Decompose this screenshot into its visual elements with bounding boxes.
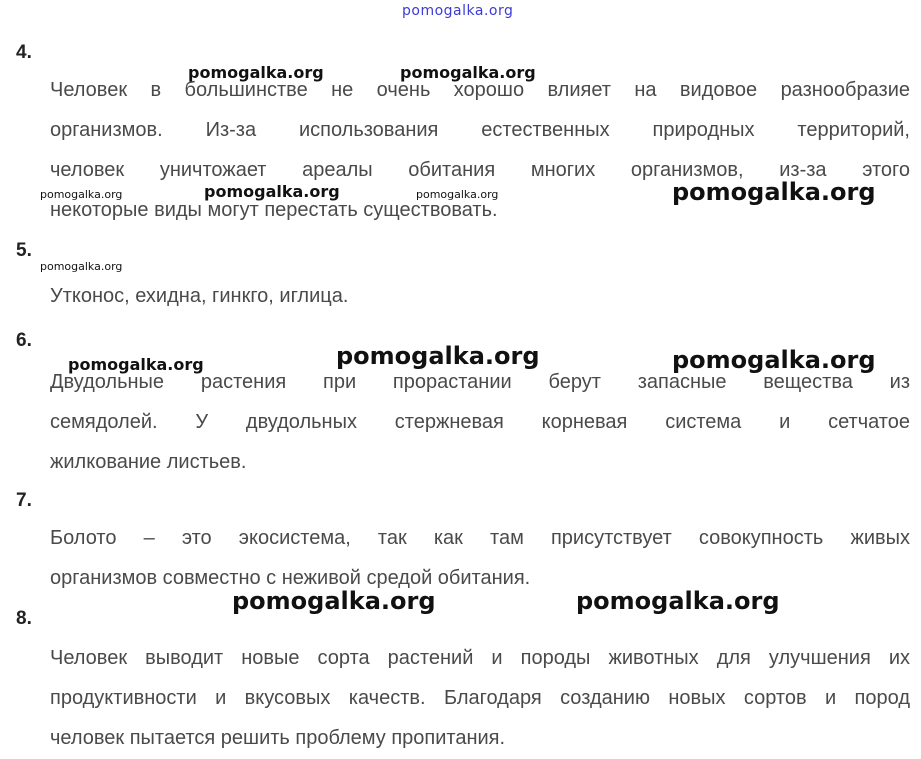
watermark: pomogalka.org [672, 178, 876, 206]
text-line: некоторые виды могут перестать существовать. [50, 199, 498, 221]
item-text-4 [50, 70, 910, 230]
text-line: Человек выводит новые сорта растений и породы животных для улучшения их [50, 647, 910, 669]
text-line: Двудольные растения при прорастании берут запасные вещества из [50, 371, 910, 393]
watermark: pomogalka.org [672, 346, 876, 374]
text-line: Болото – это экосистема, так как там присутствует совокупность живых [50, 527, 910, 549]
watermark: pomogalka.org [336, 342, 540, 370]
item-number-6: 6. [16, 330, 32, 351]
item-text-7 [50, 518, 910, 598]
watermark: pomogalka.org [576, 587, 780, 615]
item-number-4: 4. [16, 42, 32, 63]
text-line: жилкование листьев. [50, 451, 247, 473]
text-line: семядолей. У двудольных стержневая корневая система и сетчатое [50, 411, 910, 433]
item-number-7: 7. [16, 490, 32, 511]
watermark: pomogalka.org [40, 188, 123, 201]
text-line: продуктивности и вкусовых качеств. Благодаря созданию новых сортов и пород [50, 687, 910, 709]
item-number-8: 8. [16, 608, 32, 629]
item-text-8 [50, 638, 910, 758]
item-number-5: 5. [16, 240, 32, 261]
item-text-6 [50, 362, 910, 482]
watermark: pomogalka.org [204, 182, 340, 201]
watermark: pomogalka.org [68, 355, 204, 374]
item-text-5 [50, 276, 910, 316]
text-line: организмов. Из-за использования естественных природных территорий, [50, 119, 910, 141]
watermark: pomogalka.org [416, 188, 499, 201]
text-line: человек пытается решить проблему пропитания. [50, 727, 506, 749]
header-watermark: pomogalka.org [402, 3, 514, 19]
text-line: организмов совместно с неживой средой обитания. [50, 567, 531, 589]
watermark: pomogalka.org [40, 260, 123, 273]
text-line: человек уничтожает ареалы обитания многих организмов, из-за этого [50, 159, 910, 181]
text-line: Утконос, ехидна, гинкго, иглица. [50, 285, 349, 307]
watermark: pomogalka.org [188, 63, 324, 82]
text-line: Человек в большинстве не очень хорошо влияет на видовое разнообразие [50, 79, 910, 101]
watermark: pomogalka.org [232, 587, 436, 615]
watermark: pomogalka.org [400, 63, 536, 82]
